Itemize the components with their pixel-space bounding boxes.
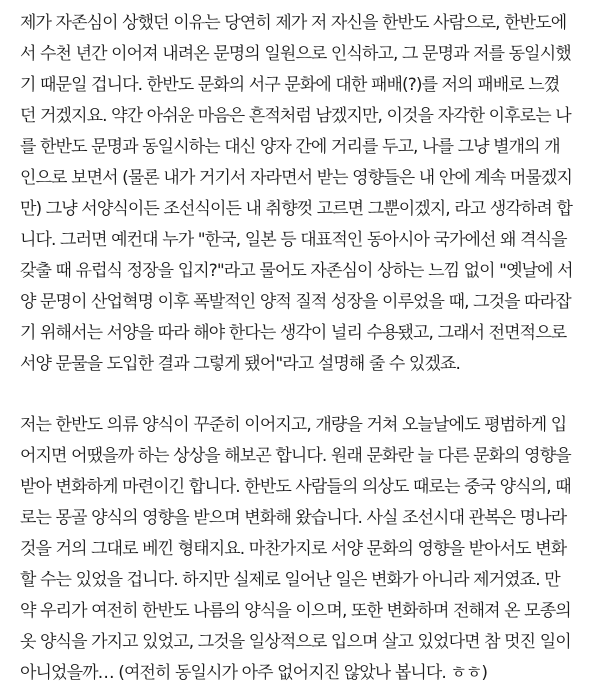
- text-line: 저는 한반도 의류 양식이 꾸준히 이어지고, 개량을 거쳐 오늘날에도 평범하게 입: [20, 415, 567, 435]
- text-line: 옷 양식을 가지고 있었고, 그것을 일상적으로 입으며 살고 있었다면 참 멋진 일이: [20, 632, 571, 652]
- text-line: 것을 거의 그대로 베낀 형태지요. 마찬가지로 서양 문화의 영향을 받아서도 변화: [20, 539, 567, 559]
- text-line: 를 한반도 문명과 동일시하는 대신 양자 간에 거리를 두고, 나를 그냥 별개의 개: [20, 137, 560, 157]
- text-line: 로는 몽골 양식의 영향을 받으며 변화해 왔습니다. 사실 조선시대 관복은 명나라: [20, 508, 567, 528]
- text-line: 만) 그냥 서양식이든 조선식이든 내 취향껏 고르면 그뿐이겠지, 라고 생각하려 합: [20, 199, 572, 219]
- text-line: 니다. 그러면 예컨대 누가 "한국, 일본 등 대표적인 동아시아 국가에선 왜 격식을: [20, 230, 567, 250]
- text-line: 갖출 때 유럽식 정장을 입지?"라고 물어도 자존심이 상하는 느낌 없이 "옛날에 서: [20, 261, 573, 281]
- text-line: 서양 문물을 도입한 결과 그렇게 됐어"라고 설명해 줄 수 있겠죠.: [20, 354, 461, 374]
- text-line: 양 문명이 산업혁명 이후 폭발적인 양적 질적 성장을 이루었을 때, 그것을 따라잡: [20, 292, 571, 312]
- paragraph-2: [20, 410, 586, 689]
- paragraph-1: [20, 8, 586, 380]
- text-line: 할 수는 있었을 겁니다. 하지만 실제로 일어난 일은 변화가 아니라 제거였죠. 만: [20, 570, 560, 590]
- text-line: 인으로 보면서 (물론 내가 거기서 자라면서 받는 영향들은 내 안에 계속 머물겠지: [20, 168, 572, 188]
- text-line: 받아 변화하게 마련이긴 합니다. 한반도 사람들의 의상도 때로는 중국 양식의, 때: [20, 477, 571, 497]
- text-line: 던 거겠지요. 약간 아쉬운 마음은 흔적처럼 남겠지만, 이것을 자각한 이후로는 나: [20, 106, 571, 126]
- text-line: 약 우리가 여전히 한반도 나름의 양식을 이으며, 또한 변화하며 전해져 온 모종의: [20, 601, 571, 621]
- text-line: 어지면 어땠을까 하는 상상을 해보곤 합니다. 원래 문화란 늘 다른 문화의 영향을: [20, 446, 571, 466]
- text-line: 서 수천 년간 이어져 내려온 문명의 일원으로 인식하고, 그 문명과 저를 동일시했: [20, 44, 571, 64]
- text-line: 기 위해서는 서양을 따라 해야 한다는 생각이 널리 수용됐고, 그래서 전면적으로: [20, 323, 567, 343]
- text-line: 기 때문일 겁니다. 한반도 문화의 서구 문화에 대한 패배(?)를 저의 패배로 느꼈: [20, 75, 560, 95]
- text-line: 제가 자존심이 상했던 이유는 당연히 제가 저 자신을 한반도 사람으로, 한반도에: [20, 13, 567, 33]
- text-line: 아니었을까… (여전히 동일시가 아주 없어지진 않았나 봅니다. ㅎㅎ): [20, 663, 488, 683]
